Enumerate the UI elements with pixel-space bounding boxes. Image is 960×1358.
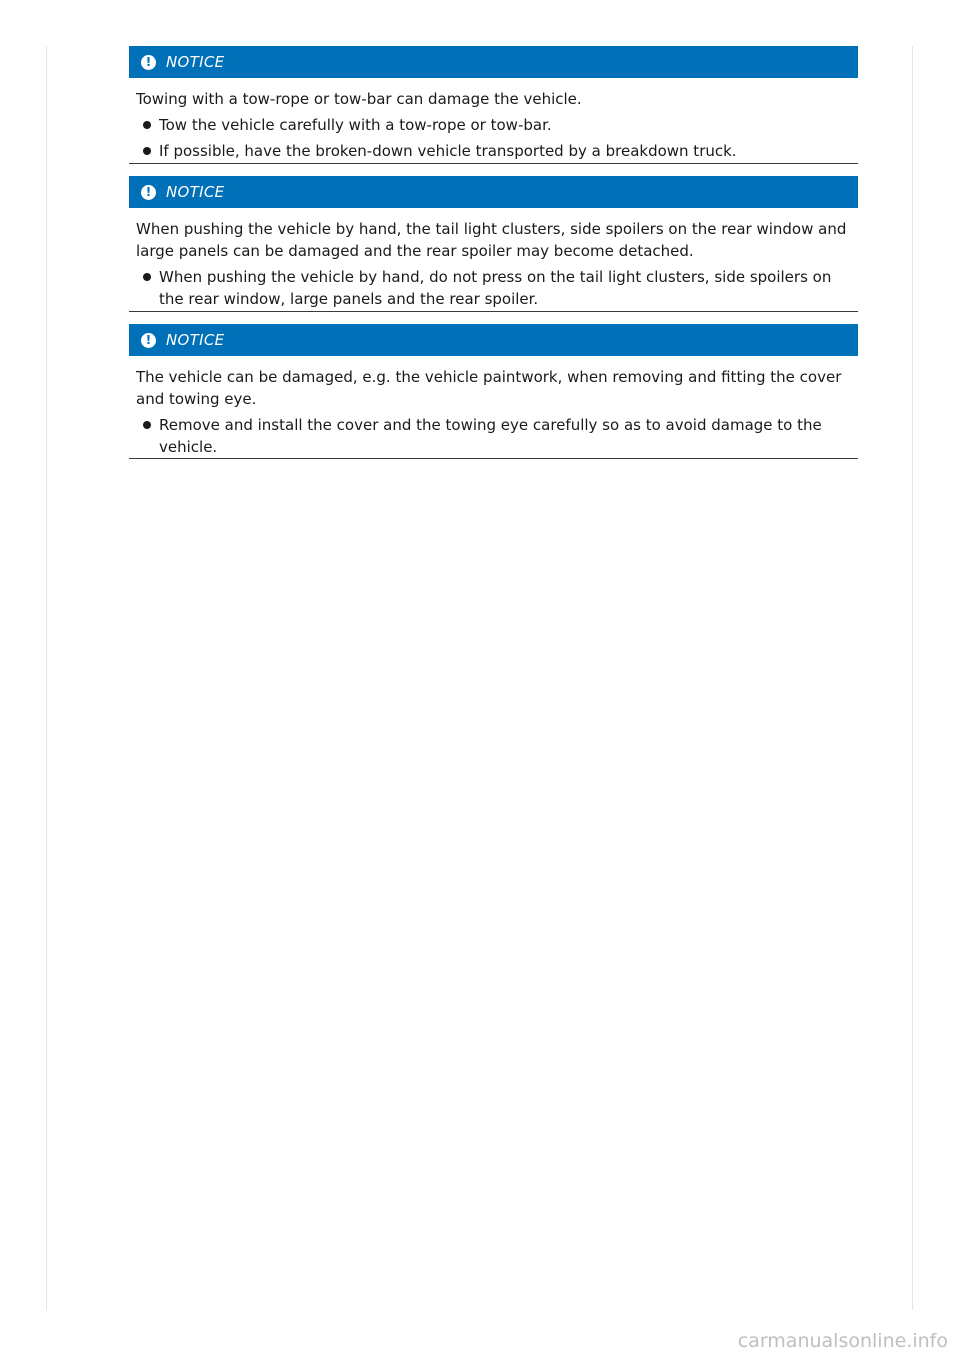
notice-intro: Towing with a tow-rope or tow-bar can damage the vehicle.	[136, 90, 582, 108]
list-item-text: If possible, have the broken-down vehicle transported by a breakdown truck.	[159, 142, 737, 160]
notice-header	[129, 176, 858, 208]
notice-list	[136, 414, 858, 458]
notice-list	[136, 266, 858, 310]
exclamation-icon: !	[141, 185, 156, 200]
list-item-text: Remove and install the cover and the towing eye carefully so as to avoid damage to the vehicle.	[159, 416, 822, 456]
bullet-icon	[143, 273, 151, 281]
list-item-text: Tow the vehicle carefully with a tow-rope or tow-bar.	[159, 116, 552, 134]
notice-intro: When pushing the vehicle by hand, the tail light clusters, side spoilers on the rear window and large panels can be damaged and the rear spoiler may become detached.	[136, 220, 847, 260]
right-margin-line	[912, 46, 913, 1310]
bullet-icon	[143, 147, 151, 155]
notice-body	[129, 356, 858, 458]
notice-header	[129, 46, 858, 78]
notice-title: NOTICE	[166, 183, 225, 201]
watermark: carmanualsonline.info	[737, 1330, 948, 1352]
list-item	[159, 266, 858, 310]
exclamation-icon: !	[141, 333, 156, 348]
list-item	[159, 114, 858, 136]
notice-list	[136, 114, 858, 162]
notice-header	[129, 324, 858, 356]
bullet-icon	[143, 421, 151, 429]
left-margin-line	[46, 46, 47, 1310]
bullet-icon	[143, 121, 151, 129]
notice-body	[129, 208, 858, 310]
notice-body	[129, 78, 858, 162]
notice-box-towing-eye	[129, 324, 858, 459]
notice-box-pushing	[129, 176, 858, 312]
notice-title: NOTICE	[166, 331, 225, 349]
notice-box-towing	[129, 46, 858, 164]
notice-intro: The vehicle can be damaged, e.g. the vehicle paintwork, when removing and fitting the cover and towing eye.	[136, 368, 842, 408]
list-item	[159, 414, 858, 458]
list-item-text: When pushing the vehicle by hand, do not press on the tail light clusters, side spoilers on the rear window, large panels and the rear spoiler.	[159, 268, 832, 308]
notice-title: NOTICE	[166, 53, 225, 71]
exclamation-icon: !	[141, 55, 156, 70]
list-item	[159, 140, 858, 162]
